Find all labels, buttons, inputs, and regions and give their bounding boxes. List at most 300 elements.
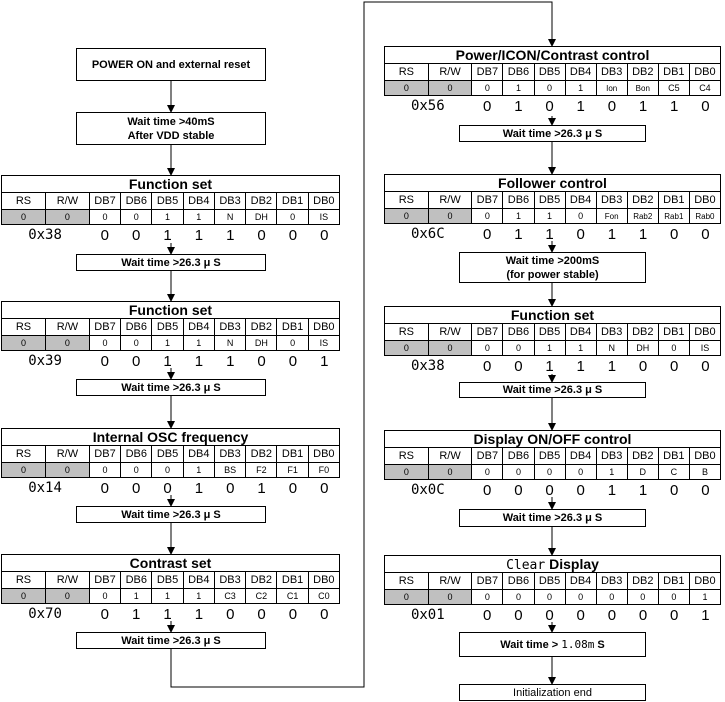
value-cell: 1 <box>152 336 183 351</box>
bit-value: 1 <box>194 226 204 244</box>
header-cell: DB6 <box>503 192 534 209</box>
function-set-block-3 <box>384 306 721 376</box>
header-cell: DB3 <box>214 572 245 589</box>
value-cell: C4 <box>689 81 720 96</box>
value-cell: 0 <box>385 81 429 96</box>
bit-value: 1 <box>545 225 554 243</box>
value-cell: 1 <box>503 81 534 96</box>
value-cell: 0 <box>534 465 565 480</box>
header-cell: R/W <box>45 572 89 589</box>
value-cell: 1 <box>565 341 596 356</box>
value-cell: 0 <box>2 336 46 351</box>
hex-row <box>1 351 340 371</box>
header-cell: DB2 <box>246 193 277 210</box>
value-cell: 0 <box>627 590 658 605</box>
header-cell: DB1 <box>658 192 689 209</box>
header-cell: DB3 <box>596 64 627 81</box>
header-cell: DB1 <box>658 324 689 341</box>
header-cell: RS <box>385 573 429 590</box>
follower-control-block <box>384 174 721 244</box>
bit-value: 0 <box>257 352 266 370</box>
value-cell: C3 <box>214 589 245 604</box>
header-cell: RS <box>385 448 429 465</box>
bit-value: 0 <box>100 605 109 623</box>
header-cell: R/W <box>428 192 472 209</box>
header-cell: DB1 <box>277 193 308 210</box>
hex-row <box>384 356 721 376</box>
block-title: Internal OSC frequency <box>1 428 340 445</box>
value-cell: Rab2 <box>627 209 658 224</box>
function-set-block-2 <box>1 301 340 371</box>
value-cell: 1 <box>152 210 183 225</box>
value-cell: 0 <box>277 210 308 225</box>
bit-value: 0 <box>226 479 235 497</box>
value-cell: N <box>596 341 627 356</box>
header-cell: DB3 <box>214 446 245 463</box>
header-cell: DB0 <box>689 324 720 341</box>
header-cell: RS <box>2 193 46 210</box>
header-cell: DB2 <box>627 573 658 590</box>
register-table <box>384 572 721 605</box>
bit-value: 0 <box>288 352 298 370</box>
block-title: Function set <box>384 306 721 323</box>
value-cell: F1 <box>277 463 308 478</box>
init-end-box <box>459 684 646 701</box>
value-cell: 0 <box>503 590 534 605</box>
register-table <box>1 192 340 225</box>
hex-value: 0x38 <box>28 227 62 243</box>
bit-value: 0 <box>576 225 585 243</box>
value-cell: 0 <box>503 465 534 480</box>
bit-value: 0 <box>545 606 554 624</box>
header-cell: DB0 <box>308 193 339 210</box>
block-title-a: Clear <box>506 558 546 573</box>
value-cell: 0 <box>45 463 89 478</box>
block-title <box>384 555 721 572</box>
bit-value: 0 <box>131 479 141 497</box>
bit-value: 0 <box>100 226 109 244</box>
power-on-box <box>76 48 266 81</box>
value-cell: 1 <box>534 341 565 356</box>
bit-value: 0 <box>701 225 710 243</box>
header-cell: DB5 <box>152 193 183 210</box>
bit-value: 0 <box>607 97 617 115</box>
wait-box-4 <box>76 632 266 649</box>
bit-value: 0 <box>257 605 266 623</box>
bit-value: 0 <box>576 481 585 499</box>
value-cell: 0 <box>89 589 120 604</box>
header-cell: RS <box>2 319 46 336</box>
header-cell: DB2 <box>246 319 277 336</box>
hex-value: 0x01 <box>410 607 445 623</box>
value-cell: 0 <box>472 81 503 96</box>
bit-value: 0 <box>483 606 492 624</box>
header-cell: R/W <box>428 573 472 590</box>
power-icon-contrast-block <box>384 46 721 116</box>
block-title: Function set <box>1 175 340 192</box>
header-cell: R/W <box>45 446 89 463</box>
bit-value: 0 <box>638 606 648 624</box>
header-cell: DB0 <box>308 319 339 336</box>
value-cell: 0 <box>152 463 183 478</box>
block-title: Power/ICON/Contrast control <box>384 46 721 63</box>
bit-value: 1 <box>638 97 648 115</box>
bit-value: 0 <box>483 225 492 243</box>
header-cell: DB5 <box>152 446 183 463</box>
header-cell: DB2 <box>627 64 658 81</box>
bit-value: 1 <box>701 606 710 624</box>
value-cell: 0 <box>658 341 689 356</box>
wait-40ms-line1: Wait time >40mS <box>127 115 215 128</box>
wait-label: Wait time >26.3 μ S <box>502 384 603 396</box>
register-table <box>384 63 721 96</box>
value-cell: 1 <box>689 590 720 605</box>
bit-value: 0 <box>483 357 492 375</box>
value-cell: C1 <box>277 589 308 604</box>
wait-box-3 <box>76 506 266 523</box>
hex-row <box>1 604 340 624</box>
wait-box-6 <box>459 382 646 398</box>
bit-value: 1 <box>576 357 585 375</box>
osc-frequency-block <box>1 428 340 498</box>
header-cell: DB6 <box>503 573 534 590</box>
block-title: Display ON/OFF control <box>384 430 721 447</box>
header-cell: DB6 <box>121 319 152 336</box>
bit-value: 0 <box>288 226 298 244</box>
value-cell: 0 <box>534 590 565 605</box>
header-cell: DB0 <box>689 192 720 209</box>
block-title-b: Display <box>549 556 599 572</box>
header-cell: DB7 <box>472 192 503 209</box>
value-cell: 0 <box>45 589 89 604</box>
header-cell: DB7 <box>89 572 120 589</box>
bit-value: 0 <box>576 606 585 624</box>
value-cell: 0 <box>121 463 152 478</box>
bit-value: 0 <box>288 605 298 623</box>
header-cell: RS <box>2 446 46 463</box>
wait-label: Wait time >26.3 μ S <box>502 512 603 524</box>
register-table <box>384 447 721 480</box>
value-cell: 1 <box>503 209 534 224</box>
value-cell: C5 <box>658 81 689 96</box>
hex-value: 0x6C <box>410 226 445 242</box>
value-cell: 0 <box>277 336 308 351</box>
bit-value: 0 <box>163 479 172 497</box>
header-cell: DB3 <box>596 573 627 590</box>
value-cell: C2 <box>246 589 277 604</box>
wait-final-prefix: Wait time > <box>500 638 562 651</box>
value-cell: 0 <box>385 341 429 356</box>
value-cell: C0 <box>308 589 339 604</box>
header-cell: R/W <box>428 324 472 341</box>
wait-40ms-line2: After VDD stable <box>127 129 215 142</box>
bit-value: 0 <box>638 357 648 375</box>
bit-value: 1 <box>514 97 523 115</box>
bit-value: 1 <box>607 225 617 243</box>
bit-value: 1 <box>194 605 204 623</box>
value-cell: 0 <box>565 465 596 480</box>
bit-value: 0 <box>670 225 679 243</box>
header-cell: DB7 <box>472 448 503 465</box>
bit-value: 0 <box>670 481 679 499</box>
hex-row <box>384 480 721 500</box>
header-cell: DB4 <box>565 448 596 465</box>
bit-value: 1 <box>163 605 172 623</box>
power-on-label: POWER ON and external reset <box>91 58 251 71</box>
value-cell: 1 <box>596 465 627 480</box>
bit-value: 0 <box>701 357 710 375</box>
header-cell: DB0 <box>308 446 339 463</box>
value-cell: 0 <box>428 81 472 96</box>
header-cell: DB3 <box>596 324 627 341</box>
wait-200ms-line2: (for power stable) <box>506 268 599 281</box>
bit-value: 0 <box>320 605 329 623</box>
header-cell: DB5 <box>534 64 565 81</box>
bit-value: 0 <box>545 481 554 499</box>
value-cell: 0 <box>428 209 472 224</box>
bit-value: 0 <box>131 226 141 244</box>
bit-value: 0 <box>701 481 710 499</box>
value-cell: Rab1 <box>658 209 689 224</box>
wait-final-value: 1.08m <box>561 637 595 651</box>
header-cell: DB5 <box>152 572 183 589</box>
header-cell: DB1 <box>658 448 689 465</box>
register-table <box>384 323 721 356</box>
hex-value: 0x70 <box>28 606 62 622</box>
value-cell: Ion <box>596 81 627 96</box>
bit-value: 0 <box>226 605 235 623</box>
block-title: Contrast set <box>1 554 340 571</box>
bit-value: 1 <box>226 352 235 370</box>
value-cell: 0 <box>472 341 503 356</box>
header-cell: R/W <box>428 64 472 81</box>
header-cell: DB2 <box>627 324 658 341</box>
value-cell: IS <box>689 341 720 356</box>
wait-box-2 <box>76 379 266 396</box>
bit-value: 1 <box>576 97 585 115</box>
value-cell: BS <box>214 463 245 478</box>
hex-row <box>384 96 721 116</box>
bit-value: 1 <box>607 357 617 375</box>
header-cell: DB0 <box>689 573 720 590</box>
header-cell: DB5 <box>534 324 565 341</box>
value-cell: 0 <box>428 465 472 480</box>
header-cell: DB7 <box>89 446 120 463</box>
value-cell: 0 <box>45 210 89 225</box>
header-cell: DB1 <box>658 573 689 590</box>
header-cell: RS <box>2 572 46 589</box>
bit-value: 1 <box>194 352 204 370</box>
bit-value: 0 <box>514 357 523 375</box>
header-cell: DB4 <box>565 573 596 590</box>
value-cell: Rab0 <box>689 209 720 224</box>
value-cell: 0 <box>565 209 596 224</box>
display-on-off-block <box>384 430 721 500</box>
bit-value: 0 <box>545 97 554 115</box>
header-cell: DB6 <box>503 448 534 465</box>
bit-value: 1 <box>638 225 648 243</box>
contrast-set-block <box>1 554 340 624</box>
header-cell: DB4 <box>183 572 214 589</box>
register-table <box>384 191 721 224</box>
bit-value: 0 <box>514 481 523 499</box>
wait-box-5 <box>459 125 646 142</box>
header-cell: DB7 <box>89 193 120 210</box>
header-cell: DB4 <box>183 319 214 336</box>
value-cell: 1 <box>183 210 214 225</box>
value-cell: IS <box>308 336 339 351</box>
value-cell: 0 <box>534 81 565 96</box>
header-cell: DB1 <box>277 446 308 463</box>
header-cell: DB4 <box>565 192 596 209</box>
value-cell: N <box>214 336 245 351</box>
value-cell: 0 <box>89 336 120 351</box>
bit-value: 1 <box>194 479 204 497</box>
header-cell: R/W <box>428 448 472 465</box>
bit-value: 0 <box>701 97 710 115</box>
value-cell: DH <box>627 341 658 356</box>
bit-value: 1 <box>226 226 235 244</box>
header-cell: DB5 <box>534 448 565 465</box>
value-cell: 0 <box>503 341 534 356</box>
value-cell: 0 <box>658 590 689 605</box>
header-cell: DB4 <box>183 193 214 210</box>
value-cell: N <box>214 210 245 225</box>
value-cell: F0 <box>308 463 339 478</box>
value-cell: 0 <box>385 465 429 480</box>
value-cell: D <box>627 465 658 480</box>
header-cell: DB2 <box>246 572 277 589</box>
register-table <box>1 445 340 478</box>
hex-row <box>384 224 721 244</box>
header-cell: DB6 <box>121 446 152 463</box>
wait-final-suffix: S <box>594 638 605 651</box>
header-cell: DB3 <box>214 319 245 336</box>
header-cell: DB7 <box>472 573 503 590</box>
hex-value: 0x14 <box>28 480 62 496</box>
header-cell: DB3 <box>596 448 627 465</box>
bit-value: 1 <box>638 481 648 499</box>
bit-value: 1 <box>257 479 266 497</box>
bit-value: 1 <box>163 352 172 370</box>
value-cell: 0 <box>428 341 472 356</box>
register-table <box>1 318 340 351</box>
header-cell: RS <box>385 192 429 209</box>
value-cell: 1 <box>565 81 596 96</box>
value-cell: Fon <box>596 209 627 224</box>
header-cell: DB3 <box>214 193 245 210</box>
wait-label: Wait time >26.3 μ S <box>502 127 603 140</box>
value-cell: DH <box>246 336 277 351</box>
value-cell: 0 <box>2 463 46 478</box>
bit-value: 0 <box>100 479 109 497</box>
value-cell: 0 <box>121 210 152 225</box>
header-cell: DB0 <box>689 448 720 465</box>
header-cell: RS <box>385 64 429 81</box>
bit-value: 1 <box>607 481 617 499</box>
value-cell: 1 <box>121 589 152 604</box>
header-cell: DB6 <box>121 193 152 210</box>
wait-box-7 <box>459 509 646 527</box>
value-cell: 0 <box>385 590 429 605</box>
value-cell: Bon <box>627 81 658 96</box>
value-cell: 1 <box>183 463 214 478</box>
block-title: Function set <box>1 301 340 318</box>
value-cell: 0 <box>45 336 89 351</box>
bit-value: 1 <box>131 605 141 623</box>
header-cell: DB2 <box>246 446 277 463</box>
bit-value: 0 <box>483 481 492 499</box>
hex-value: 0x0C <box>410 482 445 498</box>
header-cell: DB6 <box>503 324 534 341</box>
value-cell: 0 <box>385 209 429 224</box>
bit-value: 0 <box>483 97 492 115</box>
value-cell: 0 <box>2 210 46 225</box>
wait-label: Wait time >26.3 μ S <box>121 634 221 647</box>
block-title: Follower control <box>384 174 721 191</box>
header-cell: DB0 <box>308 572 339 589</box>
header-cell: DB6 <box>503 64 534 81</box>
header-cell: DB2 <box>627 448 658 465</box>
value-cell: 0 <box>428 590 472 605</box>
bit-value: 1 <box>163 226 172 244</box>
bit-value: 0 <box>320 479 329 497</box>
wait-200ms-box <box>459 252 646 283</box>
header-cell: DB4 <box>183 446 214 463</box>
value-cell: C <box>658 465 689 480</box>
wait-40ms-box <box>76 112 266 145</box>
init-end-label: Initialization end <box>513 686 592 699</box>
value-cell: 0 <box>596 590 627 605</box>
value-cell: F2 <box>246 463 277 478</box>
value-cell: 0 <box>472 465 503 480</box>
value-cell: B <box>689 465 720 480</box>
bit-value: 0 <box>257 226 266 244</box>
bit-value: 0 <box>288 479 298 497</box>
value-cell: DH <box>246 210 277 225</box>
header-cell: R/W <box>45 319 89 336</box>
hex-value: 0x56 <box>410 98 445 114</box>
value-cell: 0 <box>472 590 503 605</box>
wait-label: Wait time >26.3 μ S <box>121 508 221 521</box>
clear-display-block <box>384 555 721 625</box>
header-cell: DB0 <box>689 64 720 81</box>
value-cell: IS <box>308 210 339 225</box>
header-cell: DB1 <box>277 572 308 589</box>
hex-value: 0x39 <box>28 353 62 369</box>
bit-value: 0 <box>514 606 523 624</box>
bit-value: 1 <box>514 225 523 243</box>
wait-final-box <box>459 632 646 657</box>
header-cell: RS <box>385 324 429 341</box>
header-cell: DB7 <box>472 64 503 81</box>
header-cell: DB2 <box>627 192 658 209</box>
hex-row <box>384 605 721 625</box>
value-cell: 1 <box>534 209 565 224</box>
header-cell: DB4 <box>565 324 596 341</box>
hex-value: 0x38 <box>410 358 445 374</box>
header-cell: DB3 <box>596 192 627 209</box>
value-cell: 0 <box>565 590 596 605</box>
value-cell: 1 <box>183 336 214 351</box>
bit-value: 0 <box>131 352 141 370</box>
bit-value: 1 <box>670 97 679 115</box>
header-cell: R/W <box>45 193 89 210</box>
value-cell: 1 <box>152 589 183 604</box>
bit-value: 1 <box>545 357 554 375</box>
wait-box-1 <box>76 254 266 271</box>
bit-value: 0 <box>607 606 617 624</box>
